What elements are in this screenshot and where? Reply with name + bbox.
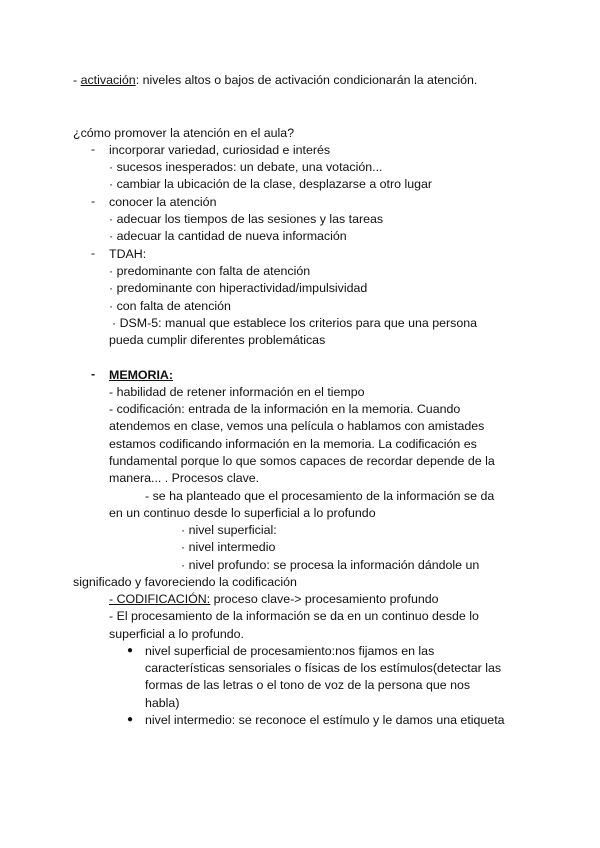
- activation-definition: : niveles altos o bajos de activación condicionarán la atención.: [135, 73, 478, 87]
- dsm5-line-cont: pueda cumplir diferentes problemáticas: [109, 333, 326, 347]
- level-line: · nivel intermedio: [181, 540, 276, 554]
- memoria-line: superficial a lo profundo.: [109, 627, 245, 641]
- attention-item-variety: incorporar variedad, curiosidad e interés: [109, 143, 331, 157]
- list-dash: -: [91, 246, 96, 260]
- memoria-line: - codificación: entrada de la información en la memoria. Cuando: [109, 402, 461, 416]
- memoria-line: manera... . Procesos clave.: [109, 471, 260, 485]
- bullet-text: características sensoriales o físicas de los estímulos(detectar las: [145, 661, 502, 675]
- tdah-subitem: · predominante con falta de atención: [109, 264, 311, 278]
- level-line: · nivel profundo: se procesa la información dándole un: [181, 558, 480, 572]
- activation-line: [73, 72, 477, 89]
- bullet-icon: ●: [127, 645, 134, 656]
- level-line-cont: significado y favoreciendo la codificación: [73, 575, 297, 589]
- activation-term: activación: [80, 73, 136, 87]
- codificacion-text: proceso clave-> procesamiento profundo: [210, 592, 439, 606]
- bullet-text: nivel superficial de procesamiento:nos fijamos en las: [145, 644, 435, 658]
- memoria-line: - se ha planteado que el procesamiento de la información se da: [145, 489, 495, 503]
- codificacion-line: [109, 591, 439, 608]
- attention-subitem: · cambiar la ubicación de la clase, desplazarse a otro lugar: [109, 177, 433, 191]
- memoria-line: fundamental porque lo que somos capaces de recordar depende de la: [109, 454, 495, 468]
- attention-item-tdah: TDAH:: [109, 247, 147, 261]
- dsm5-line: · DSM-5: manual que establece los criterios para que una persona: [112, 316, 478, 330]
- attention-question: ¿cómo promover la atención en el aula?: [73, 126, 295, 140]
- tdah-subitem: · predominante con hiperactividad/impulsividad: [109, 281, 368, 295]
- attention-item-know: conocer la atención: [109, 195, 217, 209]
- bullet-icon: ●: [127, 714, 134, 725]
- memoria-line: estamos codificando información en la memoria. La codificación es: [109, 437, 477, 451]
- memoria-line: atendemos en clase, vemos una película o hablamos con amistades: [109, 419, 485, 433]
- bullet-text: nivel intermedio: se reconoce el estímulo y le damos una etiqueta: [145, 713, 505, 727]
- codificacion-label: - CODIFICACIÓN:: [109, 592, 211, 606]
- list-dash: -: [91, 194, 96, 208]
- list-dash: -: [91, 142, 96, 156]
- level-line: · nivel superficial:: [181, 523, 277, 537]
- memoria-line: en un continuo desde lo superficial a lo profundo: [109, 506, 376, 520]
- bullet-text: habla): [145, 696, 180, 710]
- list-dash: -: [91, 367, 96, 381]
- tdah-subitem: · con falta de atención: [109, 299, 231, 313]
- bullet-text: formas de las letras o el tono de voz de la persona que nos: [145, 678, 471, 692]
- attention-subitem: · adecuar la cantidad de nueva información: [109, 229, 347, 243]
- memoria-line: - habilidad de retener información en el tiempo: [109, 385, 365, 399]
- attention-subitem: · sucesos inesperados: un debate, una votación...: [109, 160, 383, 174]
- memoria-heading: MEMORIA:: [109, 368, 174, 382]
- attention-subitem: · adecuar los tiempos de las sesiones y las tareas: [109, 212, 384, 226]
- intro-dash: -: [73, 73, 78, 87]
- memoria-line: - El procesamiento de la información se da en un continuo desde lo: [109, 609, 479, 623]
